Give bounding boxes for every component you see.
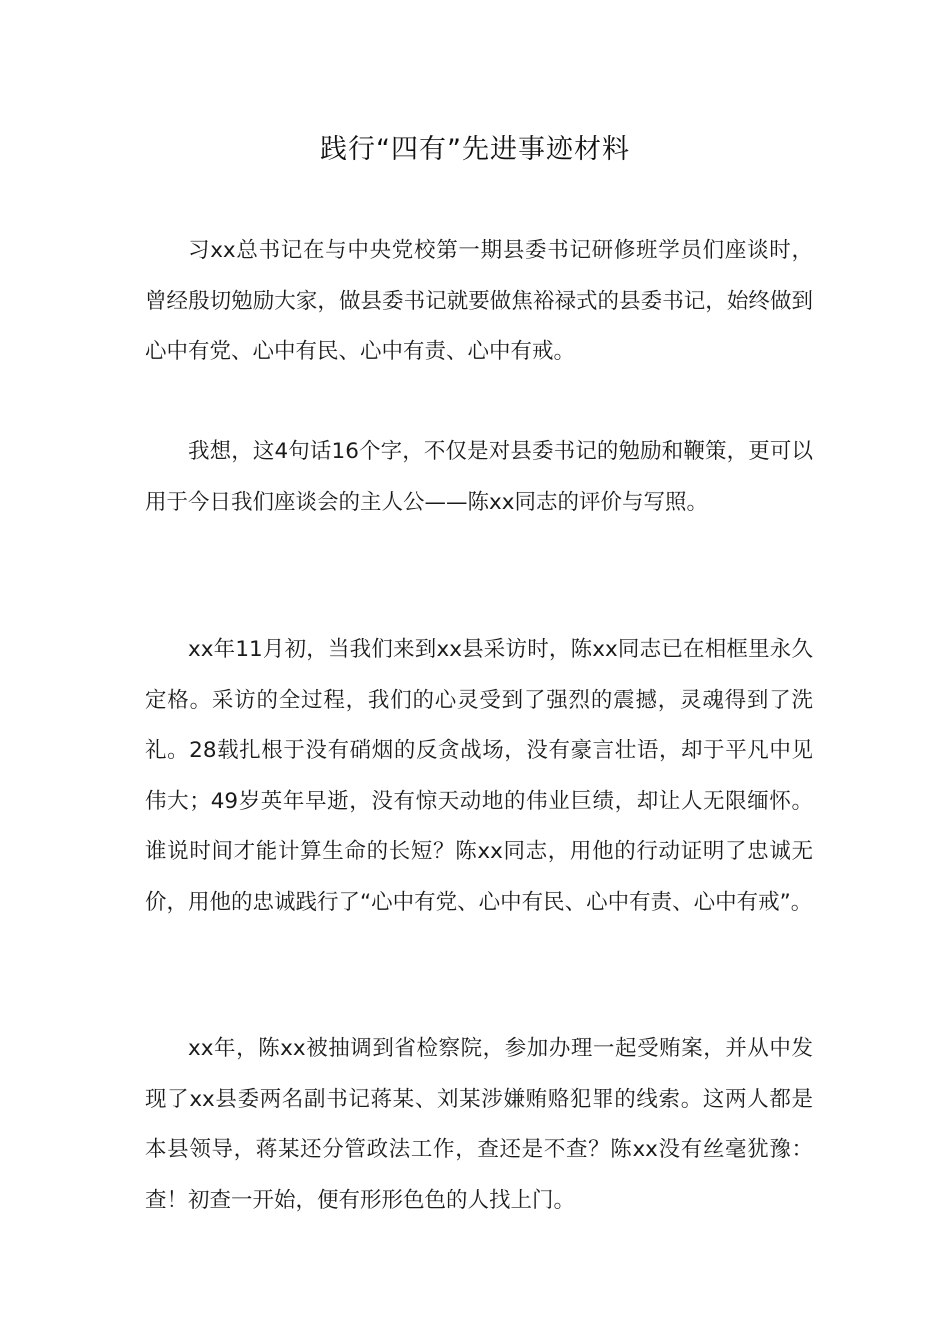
- paragraph-block-1: [145, 226, 813, 378]
- paragraph-block-4: [145, 1024, 813, 1226]
- paragraph-4: xx年，陈xx被抽调到省检察院，参加办理一起受贿案，并从中发现了xx县委两名副书记蒋某、刘某涉嫌贿赂犯罪的线索。这两人都是本县领导，蒋某还分管政法工作，查还是不查？陈xx没有丝毫犹豫：查！初查一开始，便有形形色色的人找上门。: [145, 1036, 813, 1213]
- paragraph-1: 习xx总书记在与中央党校第一期县委书记研修班学员们座谈时，曾经殷切勉励大家，做县委书记就要做焦裕禄式的县委书记，始终做到心中有党、心中有民、心中有责、心中有戒。: [145, 238, 813, 364]
- paragraph-2: 我想，这4句话16个字，不仅是对县委书记的勉励和鞭策，更可以用于今日我们座谈会的主人公——陈xx同志的评价与写照。: [145, 439, 813, 515]
- paragraph-block-3: [145, 625, 813, 928]
- document-title: 践行“四有”先进事迹材料: [320, 134, 630, 165]
- paragraph-3: xx年11月初，当我们来到xx县采访时，陈xx同志已在相框里永久定格。采访的全过程，我们的心灵受到了强烈的震撼，灵魂得到了洗礼。28载扎根于没有硝烟的反贪战场，没有豪言壮语，却于平凡中见伟大；49岁英年早逝，没有惊天动地的伟业巨绩，却让人无限缅怀。谁说时间才能计算生命的长短？陈xx同志，用他的行动证明了忠诚无价，用他的忠诚践行了“心中有党、心中有民、心中有责、心中有戒”。: [145, 637, 813, 915]
- paragraph-block-2: [145, 427, 813, 528]
